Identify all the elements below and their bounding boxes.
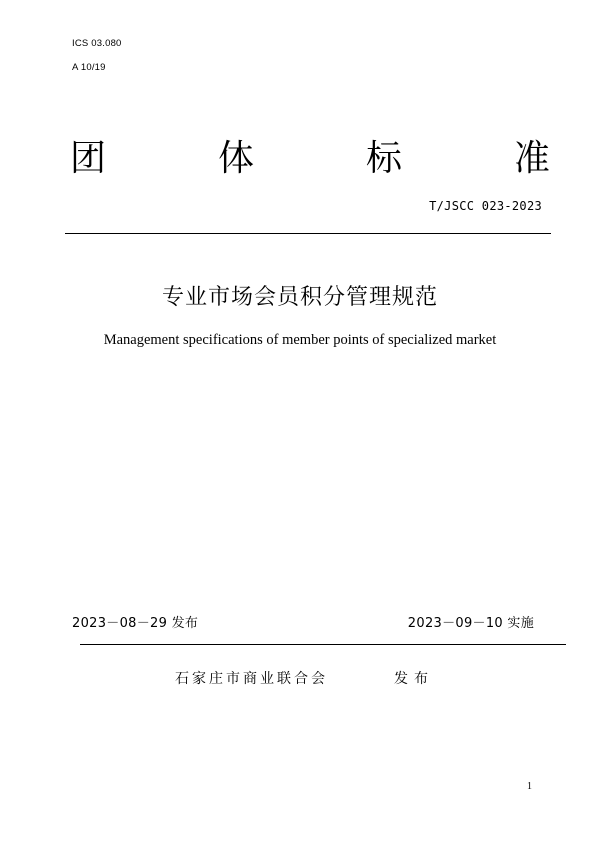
standard-type-char: 标 — [365, 138, 402, 179]
issuer-verb: 发布 — [394, 671, 434, 687]
standard-type-title — [70, 136, 550, 182]
page-number: 1 — [527, 781, 532, 792]
standard-type-char: 团 — [70, 138, 107, 179]
issuer-name: 石家庄市商业联合会 — [175, 671, 328, 687]
ics-code: ICS 03.080 — [72, 38, 122, 49]
issue-date: 2023－08－29 发布 — [72, 616, 199, 631]
standard-number: T/JSCC 023-2023 — [429, 199, 542, 213]
top-divider — [65, 233, 551, 234]
implementation-date: 2023－09－10 实施 — [407, 616, 534, 631]
standard-type-char: 准 — [513, 138, 550, 179]
document-title-cn: 专业市场会员积分管理规范 — [161, 285, 438, 310]
bottom-divider — [80, 644, 566, 645]
standard-type-char: 体 — [217, 138, 254, 179]
ccs-code: A 10/19 — [72, 62, 106, 73]
document-title-en: Management specifications of member points of specialized market — [103, 332, 497, 348]
